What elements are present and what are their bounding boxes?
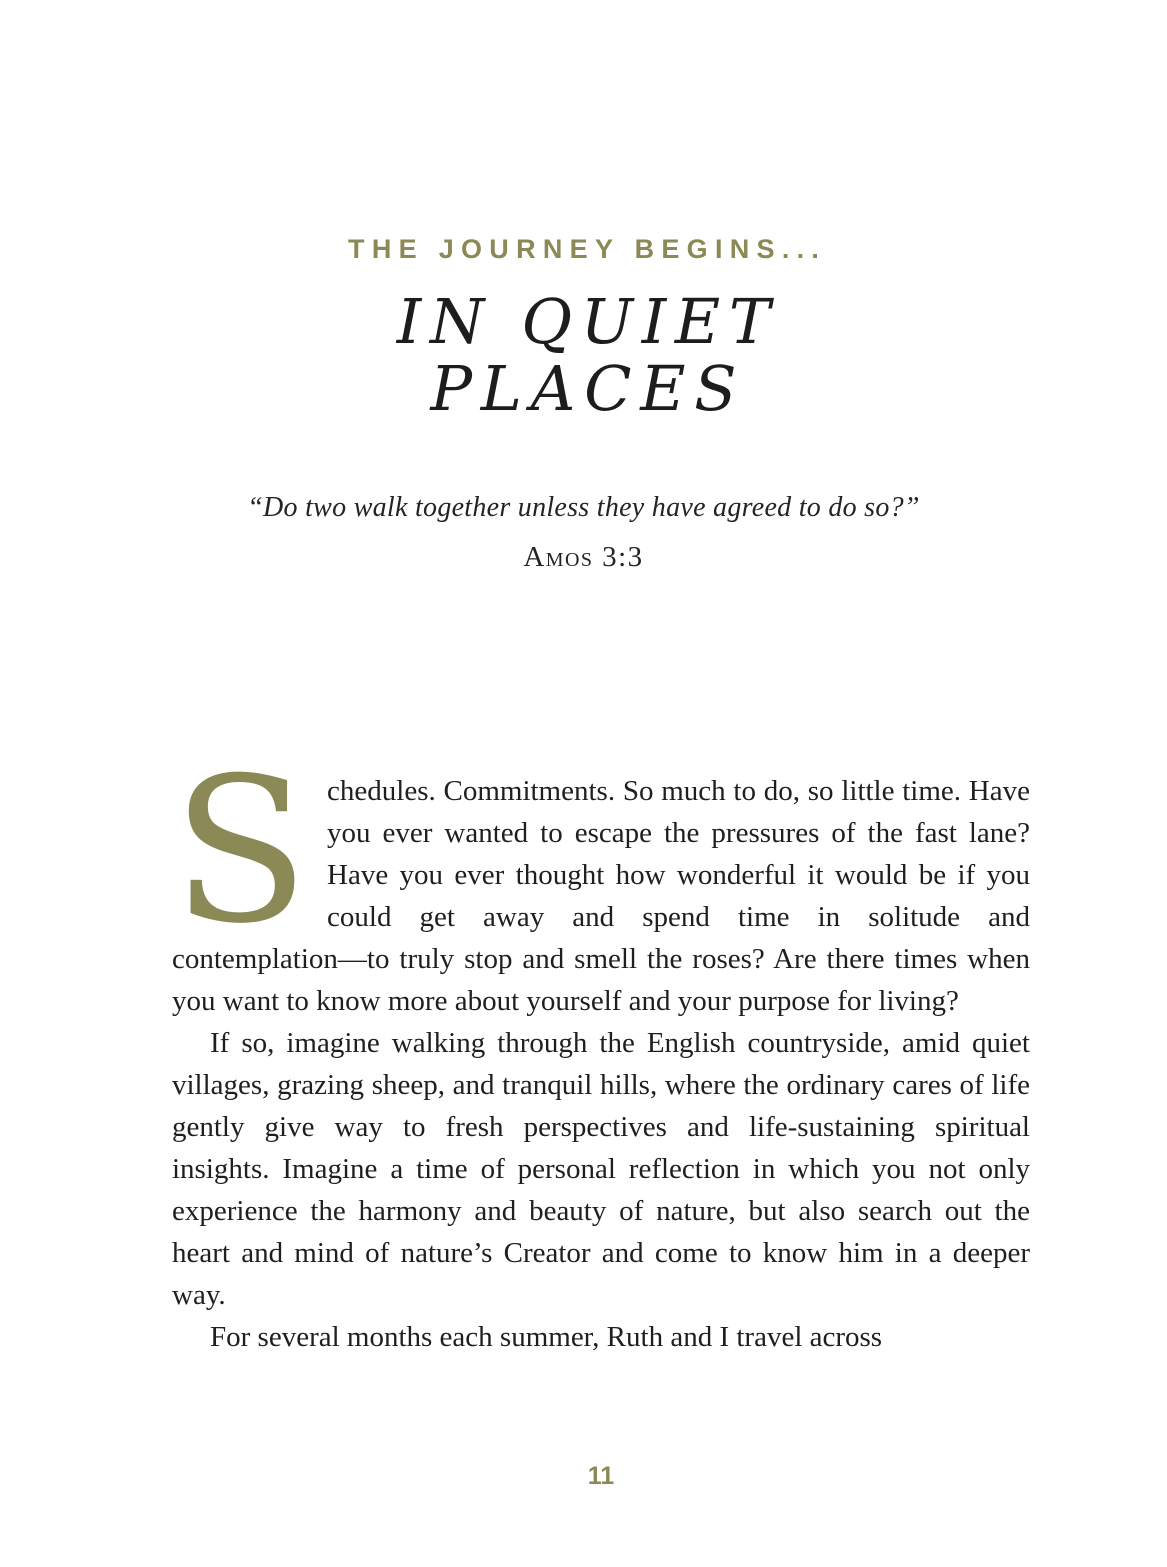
epigraph-source: Amos 3:3 bbox=[523, 541, 644, 573]
body-text bbox=[172, 735, 1030, 1358]
paragraph-1 bbox=[172, 735, 1030, 1022]
paragraph-3: For several months each summer, Ruth and I travel across bbox=[210, 1321, 883, 1353]
chapter-title-line2: PLACES bbox=[430, 352, 746, 425]
dropcap-letter: S bbox=[172, 735, 310, 968]
page-number: 11 bbox=[587, 1462, 615, 1490]
chapter-kicker: THE JOURNEY BEGINS... bbox=[348, 234, 827, 264]
paragraph-1-text: chedules. Commitments. So much to do, so little time. Have you ever wanted to escape the pressures of the fast lane? Have you ever thought how wonderful it would be if you could get away and spend time in solitude and contemplation—to truly stop and smell the roses? Are there times when you want to know more about yourself and your purpose for living? bbox=[172, 775, 1030, 1017]
chapter-title bbox=[0, 285, 1167, 425]
chapter-title-line1: IN QUIET bbox=[396, 285, 779, 358]
epigraph-quote: “Do two walk together unless they have agreed to do so?” bbox=[247, 492, 920, 523]
paragraph-2: If so, imagine walking through the English countryside, amid quiet villages, grazing sheep, and tranquil hills, where the ordinary cares of life gently give way to fresh perspectives and life-sustaining spiritual insights. Imagine a time of personal reflection in which you not only experience the harmony and beauty of nature, but also search out the heart and mind of nature’s Creator and come to know him in a deeper way. bbox=[172, 1027, 1030, 1311]
